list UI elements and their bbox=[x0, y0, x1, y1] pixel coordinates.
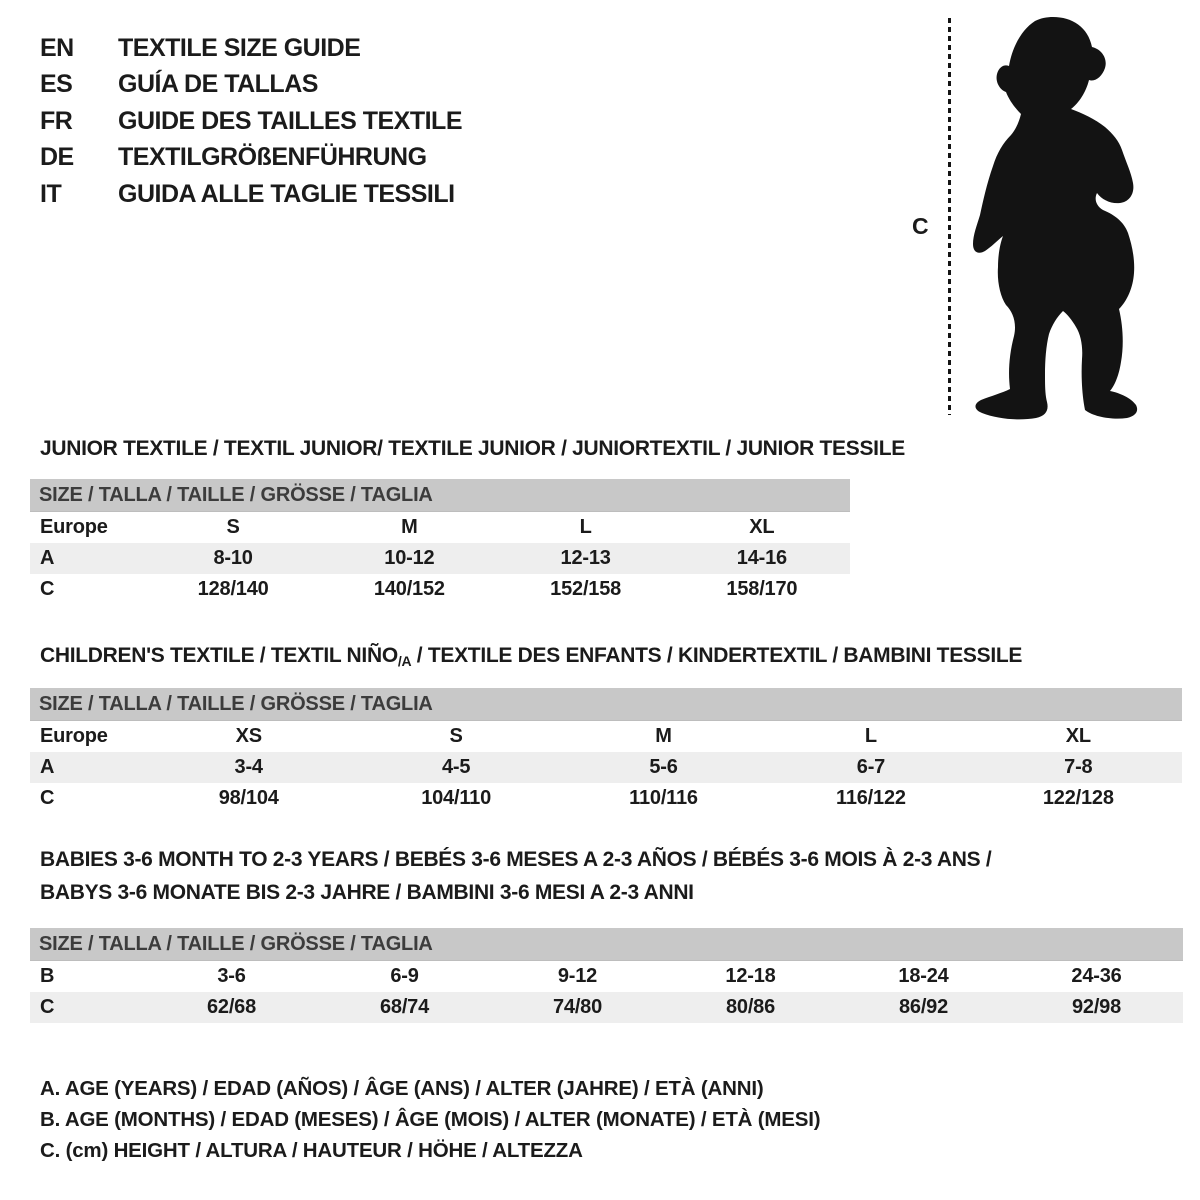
size-cell: 3-4 bbox=[234, 756, 263, 778]
size-cell: L bbox=[579, 516, 592, 538]
size-cell: L bbox=[864, 725, 877, 747]
language-title-list bbox=[40, 30, 462, 213]
language-title: GUÍA DE TALLAS bbox=[118, 70, 318, 99]
language-row bbox=[40, 176, 462, 213]
size-cell: 152/158 bbox=[550, 578, 622, 600]
size-cell: 98/104 bbox=[218, 787, 279, 809]
size-cell: 62/68 bbox=[206, 996, 257, 1018]
language-code: FR bbox=[40, 106, 73, 135]
table-row bbox=[30, 512, 850, 543]
table-row bbox=[30, 543, 850, 574]
size-cell: 80/86 bbox=[725, 996, 776, 1018]
size-table-header: SIZE / TALLA / TAILLE / GRÖSSE / TAGLIA bbox=[30, 928, 1183, 961]
language-row bbox=[40, 103, 462, 140]
size-cell: 158/170 bbox=[726, 578, 798, 600]
size-table-header: SIZE / TALLA / TAILLE / GRÖSSE / TAGLIA bbox=[30, 479, 850, 512]
language-row bbox=[40, 140, 462, 177]
section-heading-line bbox=[40, 843, 1183, 876]
size-cell: XS bbox=[235, 725, 262, 747]
size-cell: M bbox=[655, 725, 672, 747]
row-label: C bbox=[40, 996, 55, 1018]
language-row bbox=[40, 67, 462, 104]
size-cell: 12-18 bbox=[725, 965, 776, 987]
size-cell: M bbox=[401, 516, 418, 538]
language-code: IT bbox=[40, 179, 62, 208]
size-cell: 10-12 bbox=[384, 547, 435, 569]
size-cell: S bbox=[449, 725, 463, 747]
section-heading bbox=[40, 639, 1182, 674]
height-measure-line bbox=[948, 18, 951, 415]
size-cell: 6-7 bbox=[856, 756, 886, 778]
row-label: C bbox=[40, 787, 55, 809]
toddler-silhouette-icon bbox=[968, 14, 1140, 424]
section-heading bbox=[40, 843, 1183, 909]
height-measure-label: C bbox=[912, 213, 929, 239]
heading-text: JUNIOR TEXTILE / TEXTIL JUNIOR/ TEXTILE JUNIOR / JUNIORTEXTIL / JUNIOR TESSILE bbox=[40, 437, 905, 460]
legend-line: C. (cm) HEIGHT / ALTURA / HAUTEUR / HÖHE / ALTEZZA bbox=[40, 1139, 583, 1162]
size-cell: S bbox=[226, 516, 240, 538]
size-cell: 116/122 bbox=[836, 787, 906, 809]
size-cell: 12-13 bbox=[560, 547, 611, 569]
table-row bbox=[30, 721, 1182, 752]
row-label: A bbox=[40, 547, 55, 569]
heading-text: BABIES 3-6 MONTH TO 2-3 YEARS / BEBÉS 3-6 MESES A 2-3 AÑOS / BÉBÉS 3-6 MOIS À 2-3 ANS / bbox=[40, 848, 992, 871]
language-row bbox=[40, 30, 462, 67]
row-label: C bbox=[40, 578, 55, 600]
size-cell: 14-16 bbox=[736, 547, 787, 569]
language-code: ES bbox=[40, 70, 73, 99]
size-cell: 74/80 bbox=[552, 996, 603, 1018]
size-cell: 24-36 bbox=[1071, 965, 1122, 987]
size-cell: 6-9 bbox=[390, 965, 419, 987]
table-row bbox=[30, 574, 850, 605]
size-cell: 9-12 bbox=[557, 965, 598, 987]
language-code: DE bbox=[40, 143, 74, 172]
heading-text: CHILDREN'S TEXTILE / TEXTIL NIÑO bbox=[40, 644, 398, 667]
table-row bbox=[30, 752, 1182, 783]
size-cell: 68/74 bbox=[379, 996, 430, 1018]
heading-text: / TEXTILE DES ENFANTS / KINDERTEXTIL / BAMBINI TESSILE bbox=[411, 644, 1023, 667]
size-table-header: SIZE / TALLA / TAILLE / GRÖSSE / TAGLIA bbox=[30, 688, 1182, 721]
size-table bbox=[30, 928, 1183, 1023]
size-cell: 140/152 bbox=[373, 578, 445, 600]
language-title: GUIDA ALLE TAGLIE TESSILI bbox=[118, 179, 455, 208]
size-cell: 86/92 bbox=[898, 996, 949, 1018]
size-cell: 3-6 bbox=[217, 965, 246, 987]
size-cell: 7-8 bbox=[1064, 756, 1093, 778]
size-cell: 104/110 bbox=[421, 787, 491, 809]
table-row bbox=[30, 783, 1182, 814]
legend bbox=[40, 1073, 820, 1166]
size-cell: XL bbox=[749, 516, 775, 538]
size-cell: 8-10 bbox=[213, 547, 253, 569]
table-row bbox=[30, 992, 1183, 1023]
heading-text: BABYS 3-6 MONATE BIS 2-3 JAHRE / BAMBINI 3-6 MESI A 2-3 ANNI bbox=[40, 881, 694, 904]
size-cell: 122/128 bbox=[1042, 787, 1114, 809]
size-table bbox=[30, 688, 1182, 814]
section-childrens-textile bbox=[30, 639, 1182, 814]
size-table bbox=[30, 479, 850, 605]
language-title: GUIDE DES TAILLES TEXTILE bbox=[118, 106, 463, 135]
language-code: EN bbox=[40, 33, 74, 62]
section-babies-textile bbox=[30, 843, 1183, 1023]
row-label: Europe bbox=[40, 516, 108, 538]
heading-subscript: /A bbox=[397, 653, 412, 669]
size-cell: 92/98 bbox=[1071, 996, 1122, 1018]
row-label: B bbox=[40, 965, 55, 987]
legend-line: B. AGE (MONTHS) / EDAD (MESES) / ÂGE (MOIS) / ALTER (MONATE) / ETÀ (MESI) bbox=[40, 1108, 821, 1131]
legend-line: A. AGE (YEARS) / EDAD (AÑOS) / ÂGE (ANS) / ALTER (JAHRE) / ETÀ (ANNI) bbox=[40, 1077, 764, 1100]
section-heading-line bbox=[40, 639, 1182, 674]
table-row bbox=[30, 961, 1183, 992]
size-cell: XL bbox=[1065, 725, 1091, 747]
size-cell: 5-6 bbox=[649, 756, 678, 778]
size-cell: 18-24 bbox=[898, 965, 949, 987]
language-title: TEXTILGRÖßENFÜHRUNG bbox=[118, 143, 427, 172]
section-heading-line bbox=[40, 432, 905, 465]
section-heading-line bbox=[40, 876, 1183, 909]
row-label: A bbox=[40, 756, 55, 778]
language-title: TEXTILE SIZE GUIDE bbox=[118, 33, 361, 62]
row-label: Europe bbox=[40, 725, 108, 747]
size-cell: 128/140 bbox=[197, 578, 269, 600]
size-cell: 4-5 bbox=[441, 756, 471, 778]
size-cell: 110/116 bbox=[629, 787, 698, 809]
section-junior-textile bbox=[30, 432, 905, 605]
section-heading bbox=[40, 432, 905, 465]
